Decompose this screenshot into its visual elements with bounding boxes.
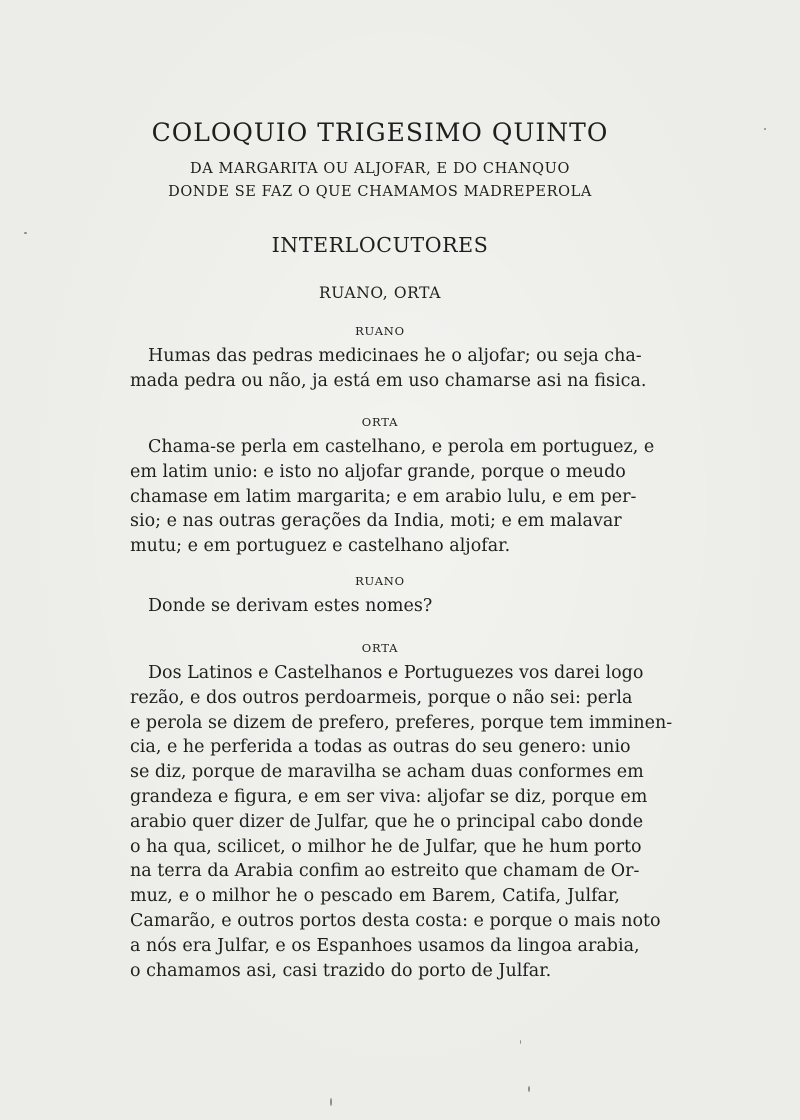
interlocutores-names: RUANO, ORTA: [318, 284, 442, 302]
text-line: se diz, porque de maravilha se acham duas conformes em: [130, 762, 644, 783]
text-line: Dos Latinos e Castelhanos e Portuguezes vos darei logo: [148, 663, 644, 683]
text-line: grandeza e figura, e em ser viva: aljofar se diz, porque em: [130, 786, 648, 807]
paper-speck: [520, 1040, 521, 1044]
text-line: mutu; e em portuguez e castelhano aljofar.: [130, 536, 511, 557]
text-line: o chamamos asi, casi trazido do porto de Julfar.: [130, 960, 552, 981]
chapter-title: COLOQUIO TRIGESIMO QUINTO: [151, 118, 609, 147]
paper-speck: [528, 1086, 530, 1092]
speaker-label: RUANO: [355, 574, 405, 588]
text-line: sio; e nas outras gerações da India, moti; e em malavar: [130, 511, 622, 532]
paper-speck: [764, 128, 766, 130]
text-line: Donde se derivam estes nomes?: [148, 596, 433, 616]
speech-paragraph: [130, 344, 647, 394]
chapter-subtitle-line-1: DA MARGARITA OU ALJOFAR, E DO CHANQUO: [190, 161, 570, 177]
speech-paragraph: [130, 594, 620, 619]
text-line: cia, e he perferida a todas as outras do seu genero: unio: [130, 737, 631, 758]
text-line: arabio quer dizer de Julfar, que he o principal cabo donde: [130, 811, 644, 832]
speaker-label: ORTA: [361, 641, 399, 655]
paper-speck: [24, 232, 27, 234]
speech-paragraph: [130, 661, 673, 983]
speech-paragraph: [130, 435, 655, 559]
text-line: e perola se dizem de prefero, preferes, porque tem imminen-: [130, 712, 673, 733]
interlocutores-heading: INTERLOCUTORES: [271, 233, 489, 257]
text-line: o ha qua, scilicet, o milhor he de Julfar, que he hum porto: [130, 836, 642, 857]
text-line: na terra da Arabia confim ao estreito que chamam de Or-: [130, 861, 640, 882]
text-line: rezão, e dos outros perdoarmeis, porque o não sei: perla: [130, 687, 633, 708]
text-line: em latim unio: e isto no aljofar grande, porque o meudo: [130, 461, 626, 482]
text-line: Chama-se perla em castelhano, e perola em portuguez, e: [148, 437, 655, 457]
text-line: chamase em latim margarita; e em arabio lulu, e em per-: [130, 486, 637, 507]
text-line: mada pedra ou não, ja está em uso chamarse asi na fisica.: [130, 370, 647, 391]
text-line: muz, e o milhor he o pescado em Barem, Catifa, Julfar,: [130, 886, 620, 907]
text-line: Camarão, e outros portos desta costa: e porque o mais noto: [130, 910, 661, 931]
speaker-label: ORTA: [361, 415, 399, 429]
speaker-label: RUANO: [355, 324, 405, 338]
paper-speck: [330, 1098, 332, 1106]
chapter-subtitle-line-2: DONDE SE FAZ O QUE CHAMAMOS MADREPEROLA: [168, 184, 592, 200]
text-line: Humas das pedras medicinaes he o aljofar; ou seja cha-: [148, 346, 642, 366]
text-line: a nós era Julfar, e os Espanhoes usamos da lingoa arabia,: [130, 935, 640, 956]
